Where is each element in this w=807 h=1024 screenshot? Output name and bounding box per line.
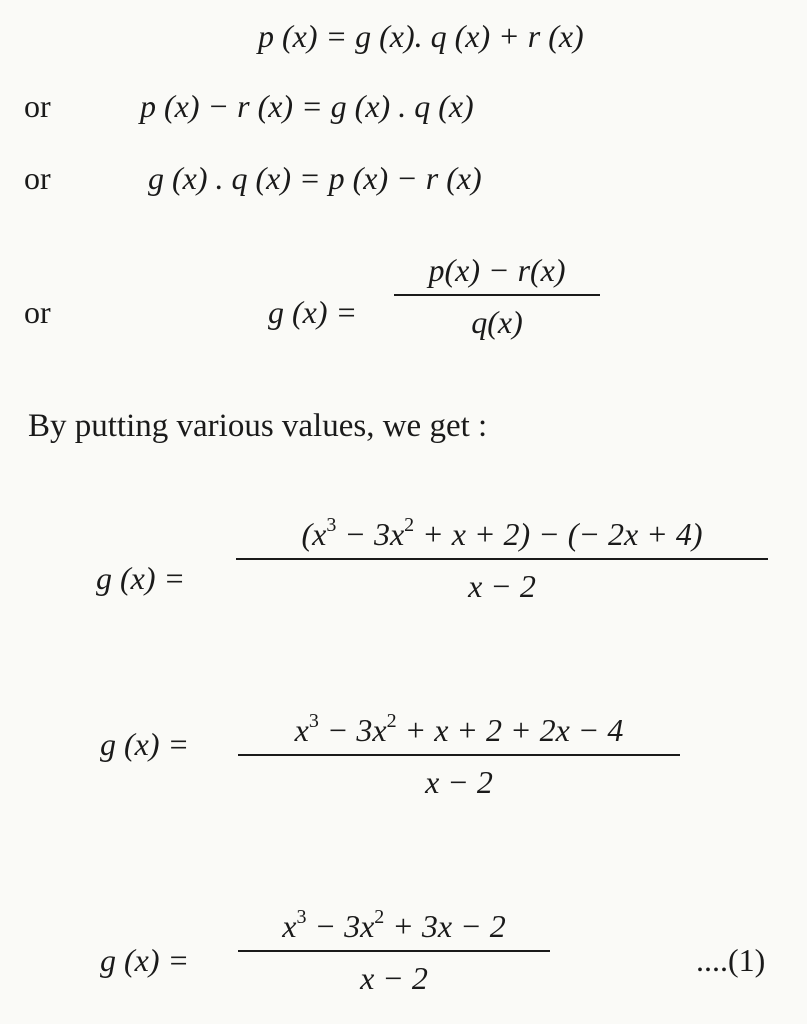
equation-7-numerator: $x^3 - 3x^2 + 3x - 2$: [282, 906, 506, 944]
equation-5-numerator: $(x^3 - 3x^2 + x + 2)$ − (− 2x + 4): [301, 514, 703, 552]
equation-4-lhs: g (x) =: [268, 294, 358, 330]
equation-5-fraction: [236, 514, 768, 606]
or-label-1: or: [24, 88, 51, 124]
equation-7-lhs: g (x) =: [100, 942, 190, 978]
equation-1: p (x) = g (x). q (x) + r (x): [258, 18, 584, 54]
equation-4-fraction: [394, 250, 600, 342]
fraction-bar: [238, 754, 680, 756]
fraction-bar: [236, 558, 768, 560]
equation-7-fraction: [238, 906, 550, 998]
equation-7-denominator: x − 2: [360, 960, 428, 996]
equation-5-denominator: x − 2: [468, 568, 536, 604]
or-label-2: or: [24, 160, 51, 196]
or-label-3: or: [24, 294, 51, 330]
equation-6-lhs: g (x) =: [100, 726, 190, 762]
body-sentence: By putting various values, we get :: [28, 408, 488, 444]
equation-4-denominator: q(x): [471, 304, 523, 340]
equation-number: ....(1): [696, 942, 766, 978]
fraction-bar: [238, 950, 550, 952]
equation-6-fraction: [238, 710, 680, 802]
equation-2: p (x) − r (x) = g (x) . q (x): [140, 88, 474, 124]
equation-6-numerator: $x^3 - 3x^2 + x + 2 + 2x - 4$: [294, 710, 624, 748]
fraction-bar: [394, 294, 600, 296]
equation-5-lhs: g (x) =: [96, 560, 186, 596]
equation-3: g (x) . q (x) = p (x) − r (x): [148, 160, 482, 196]
equation-6-denominator: x − 2: [425, 764, 493, 800]
equation-4-numerator: p(x) − r(x): [428, 252, 566, 288]
